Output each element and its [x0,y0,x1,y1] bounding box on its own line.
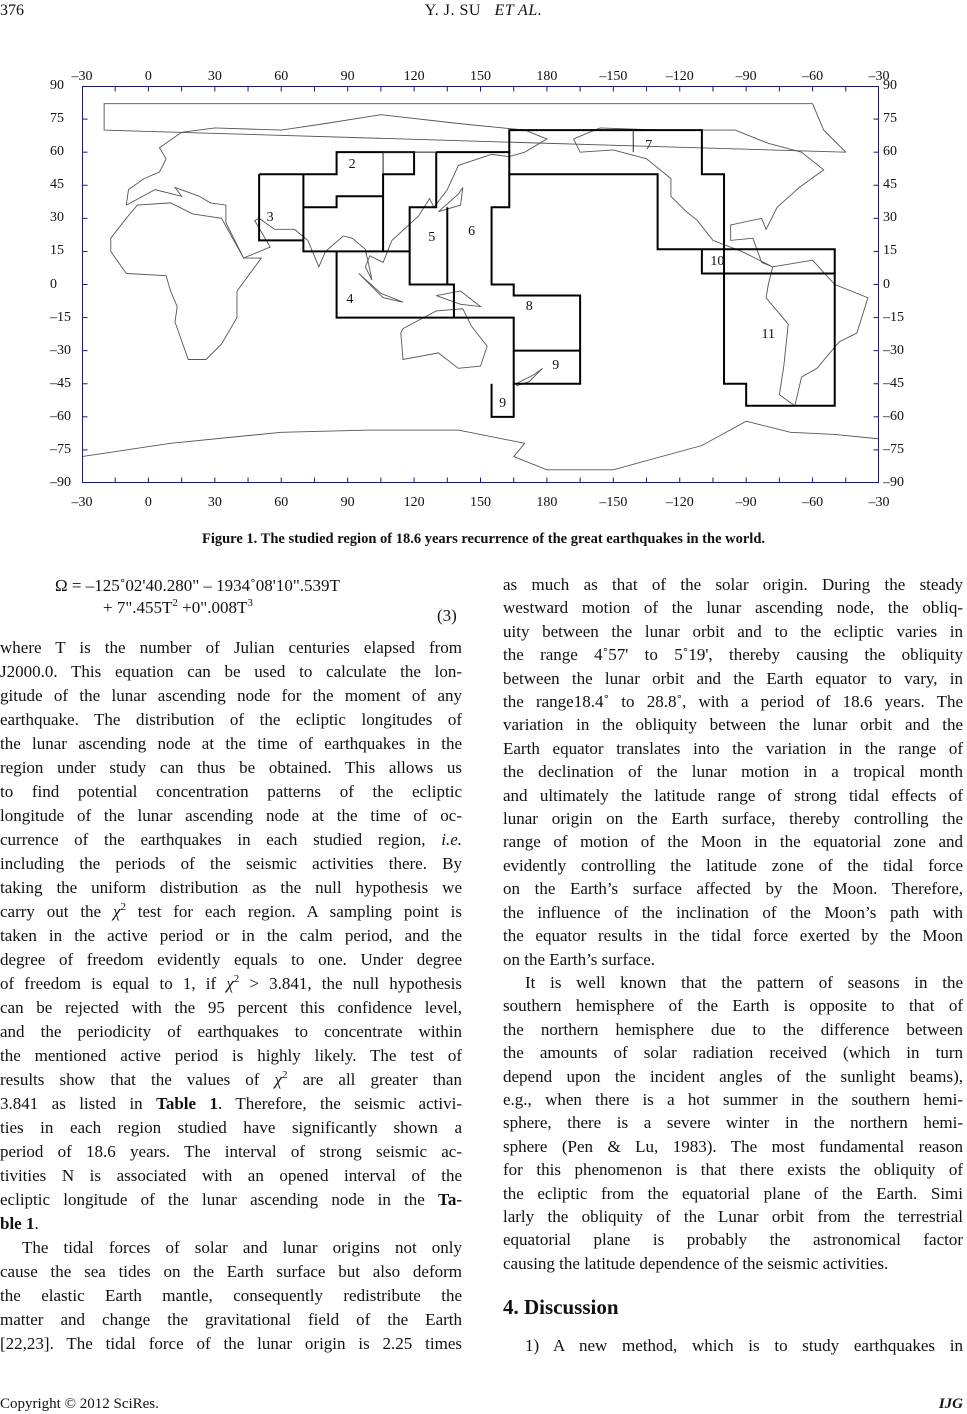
region-number-label: 7 [645,137,653,153]
coastline [573,128,823,270]
text-line [0,1188,462,1212]
lon-tick-label-bottom: 120 [403,495,425,510]
page-number: 376 [0,2,24,19]
eq-term: + 7".455T [103,598,173,617]
text-line: tivities N is associated with an opened interval of the [0,1166,462,1185]
text-line [0,1212,462,1236]
text-line: gitude of the lunar ascending node for the moment of any [0,686,462,705]
text-line: and ultimately the latitude range of strong tidal effects of [503,785,963,805]
coastline [359,273,403,302]
text-line: the amounts of solar radiation received (which in turn [503,1043,963,1063]
eq-term: +0".008T [177,598,248,617]
lon-tick-label-top: –30 [868,69,890,84]
text-line: Earth equator translates into the variation in the range of [503,738,963,758]
lat-tick-label-left: 45 [50,177,64,193]
text-line: the northern hemisphere due to the difference between [503,1019,963,1039]
lon-tick-label-top: –120 [665,69,694,84]
lon-tick-label-top: –30 [71,69,93,84]
text-run: Ta- [438,1190,462,1209]
text-run: currence of the earthquakes in each studied region, [0,830,442,849]
text-run: ble 1 [0,1214,35,1233]
text-line: longitude of the lunar ascending node at the time of oc- [0,806,462,825]
text-line: as much as that of the solar origin. During the steady [503,575,963,594]
lon-tick-label-bottom: 150 [470,495,491,510]
lat-tick-label-right: –15 [883,309,904,325]
lon-tick-label-top: 60 [274,69,289,84]
lon-tick-label-top: 90 [340,69,355,84]
text-line: including the periods of the seismic activities there. By [0,854,462,873]
right-column [503,573,963,1275]
text-line: the lunar ascending node at the time of earthquakes in the [0,734,462,753]
lat-tick-label-left: 60 [50,144,64,160]
lat-tick-label-left: –60 [50,408,71,424]
text-line: taking the uniform distribution as the null hypothesis we [0,878,462,897]
lon-tick-label-bottom: 0 [144,495,152,510]
text-line: the influence of the inclination of the Moon’s path with [503,902,963,922]
lat-tick-label-right: –90 [883,475,904,490]
region-number-label: 8 [525,298,533,314]
lat-tick-label-left: –90 [50,475,71,490]
text-run: Table 1 [156,1094,218,1113]
text-line: where T is the number of Julian centuries elapsed from [0,638,462,657]
text-run: i.e. [441,830,462,849]
coastline [111,203,262,360]
lon-tick-label-bottom: 60 [274,495,289,510]
lon-tick-label-bottom: –150 [599,495,628,510]
text-line: westward motion of the lunar ascending node, the obliq- [503,598,963,618]
text-line [0,1092,462,1116]
text-line [0,1068,462,1092]
eq-exponent: 3 [247,597,253,609]
lat-tick-label-right: 15 [883,243,897,259]
lon-tick-label-bottom: –120 [665,495,694,510]
lon-tick-label-bottom: 180 [536,495,558,510]
text-line: southern hemisphere of the Earth is opposite to that of [503,996,963,1016]
equation-number: (3) [437,606,457,625]
text-run: test for each region. A sampling point is [125,902,462,921]
lat-tick-label-right: 90 [883,78,897,93]
lon-tick-label-bottom: –60 [802,495,824,510]
text-line: cause the sea tides on the Earth surface but also deform [0,1262,462,1281]
text-run: > 3.841, the null hypothesis [239,974,463,993]
lat-tick-label-left: –75 [50,441,71,457]
text-line: range of motion of the Moon in the equatorial zone and [503,832,963,852]
text-line: on the Earth’s surface. [503,949,655,969]
lat-tick-label-right: –60 [883,408,904,424]
text-run: of freedom is equal to 1, if [0,974,227,993]
text-line: region under study can thus be obtained. This allows us [0,758,462,777]
equation-line-1: Ω = –125˚02'40.280" – 1934˚08'10".539T [55,576,340,595]
lat-tick-label-right: 75 [883,111,897,127]
lon-tick-label-top: 180 [536,69,558,84]
study-region-boundary [337,152,581,384]
map-frame [82,86,879,483]
text-line: between the lunar orbit and the Earth equator to vary, in [503,668,963,688]
text-run: χ [112,902,121,921]
lat-tick-label-right: 45 [883,177,897,193]
text-line: the range18.4˚ to 28.8˚, with a period of 18.6 years. The [503,692,963,712]
lat-tick-label-right: –45 [883,375,904,391]
text-line: e.g., when there is a hot summer in the southern hemi- [503,1089,963,1109]
text-run: are all greater than [287,1070,462,1089]
text-line: can be rejected with the 95 percent this confidence level, [0,998,462,1017]
lon-tick-label-top: –60 [802,69,824,84]
text-run: . [34,1214,39,1233]
text-line: for this phenomenon is that there exists the obliquity of [503,1160,963,1180]
text-line: the equator results in the tidal force exerted by the Moon [503,926,963,946]
text-run: ecliptic longitude of the lunar ascending node in the [0,1190,439,1209]
text-line: The tidal forces of solar and lunar origins not only [22,1238,462,1257]
lat-tick-label-right: –30 [883,342,904,358]
eq-exponent: 2 [172,597,178,609]
superscript: 2 [233,973,240,985]
antarctica-coastline [82,421,879,470]
equation-line-2 [103,598,253,618]
lat-tick-label-right: 0 [883,276,890,292]
superscript: 2 [282,1069,288,1081]
text-line: lunar origin on the Earth surface, thereby controlling the [503,809,963,829]
text-line: It is well known that the pattern of seasons in the [525,972,963,992]
text-run: χ [226,974,234,993]
text-line: J2000.0. This equation can be used to calculate the lon- [0,662,462,681]
text-line [0,972,462,996]
text-run: carry out the [0,902,113,921]
text-line: and the periodicity of earthquakes to concentrate within [0,1022,462,1041]
text-line: [22,23]. The tidal force of the lunar origin is 2.25 times [0,1334,462,1353]
lon-tick-label-bottom: 90 [340,495,355,510]
text-line: sphere, there is a severe winter in the northern hemi- [503,1113,963,1133]
study-region-boundary [259,174,303,240]
text-line: period of 18.6 years. The interval of strong seismic ac- [0,1142,462,1161]
text-line: causing the latitude dependence of the seismic activities. [503,1253,889,1273]
text-line: to find potential concentration patterns of the ecliptic [0,782,462,801]
lon-tick-label-top: 150 [470,69,491,84]
lon-tick-label-top: 0 [144,69,152,84]
lat-tick-label-left: 75 [50,111,64,127]
copyright-footer: Copyright © 2012 SciRes. [0,1396,159,1412]
lat-tick-label-left: –30 [50,342,71,358]
region-number-label: 11 [761,327,776,343]
text-line: equatorial plane is probably the astronomical factor [503,1230,963,1250]
superscript: 2 [120,901,126,913]
study-region-boundary [436,130,835,406]
lat-tick-label-right: 30 [883,210,897,226]
map-canvas [82,86,879,483]
lat-tick-label-left: 0 [50,276,57,292]
region-number-label: 2 [348,157,356,173]
section-heading-discussion: 4. Discussion [503,1295,619,1319]
lat-tick-label-left: 90 [50,78,64,93]
text-line: the elastic Earth mantle, consequently redistribute the [0,1286,462,1305]
text-line: the declination of the lunar motion in a tropical month [503,762,963,782]
text-line [0,900,462,924]
figure-caption: Figure 1. The studied region of 18.6 years recurrence of the great earthquakes in the world. [201,531,766,547]
running-header-et-al: ET AL. [494,2,543,19]
text-line: the ecliptic from the equatorial plane of the Earth. Simi [503,1183,963,1203]
lon-tick-label-top: 30 [207,69,222,84]
region-number-label: 3 [266,210,274,226]
text-line: larly the obliquity of the Lunar orbit from the terrestrial [503,1206,963,1226]
lat-tick-label-left: –45 [50,375,71,391]
lon-tick-label-top: –150 [599,69,628,84]
region-number-label: 10 [710,254,725,270]
text-line: the mentioned active period is highly likely. The test of [0,1046,462,1065]
lon-tick-label-top: 120 [403,69,425,84]
journal-abbrev: IJG [938,1396,963,1412]
text-line: evidently controlling the latitude zone of the tidal force [503,855,963,875]
study-region-boundary [303,196,383,207]
lon-tick-label-bottom: –30 [868,495,890,510]
discussion-body [503,1334,963,1357]
lat-tick-label-left: 30 [50,210,64,226]
lat-tick-label-left: –15 [50,309,71,325]
lon-tick-label-bottom: 30 [207,495,222,510]
lon-tick-label-bottom: –90 [735,495,757,510]
region-number-label: 9 [552,358,560,374]
text-run: χ [274,1070,283,1089]
text-line: depend upon the incident angles of the sunlight beams), [503,1066,963,1086]
text-run: 3.841 as listed in [0,1094,157,1113]
text-line: the range 4˚57' to 5˚19', thereby causing the obliquity [503,645,963,665]
region-number-label: 4 [346,291,354,307]
text-run: results show that the values of [0,1070,275,1089]
lat-tick-label-right: 60 [883,144,897,160]
region-number-label: 6 [468,223,476,239]
coastline [438,187,462,211]
text-run: . Therefore, the seismic activi- [217,1094,462,1113]
running-header [0,2,967,20]
text-line: taken in the active period or in the calm period, and the [0,926,462,945]
text-line: sphere (Pen & Lu, 1983). The most fundamental reason [503,1136,963,1156]
region-number-label: 5 [428,230,436,246]
running-header-authors: Y. J. SU [424,2,481,19]
lon-tick-label-top: –90 [735,69,757,84]
region-number-label: 9 [499,395,507,411]
text-line: earthquake. The distribution of the ecliptic longitudes of [0,710,462,729]
left-column [0,636,462,1356]
text-line: variation in the obliquity between the lunar orbit and the [503,715,963,735]
lat-tick-label-right: –75 [883,441,904,457]
text-line: 1) A new method, which is to study earthquakes in [525,1336,963,1355]
coastline [436,291,480,306]
text-line: on the Earth’s surface affected by the Moon. Therefore, [503,879,963,899]
coastline [766,260,868,406]
lat-tick-label-left: 15 [50,243,64,259]
text-line: matter and change the gravitational field of the Earth [0,1310,462,1329]
text-line [0,828,462,852]
text-line: ties in each region studied have significantly shown a [0,1118,462,1137]
text-line: degree of freedom evidently equals to one. Under degree [0,950,462,969]
lon-tick-label-bottom: –30 [71,495,93,510]
text-line: uity between the lunar orbit and to the ecliptic varies in [503,621,963,641]
study-region-boundary [303,174,409,251]
